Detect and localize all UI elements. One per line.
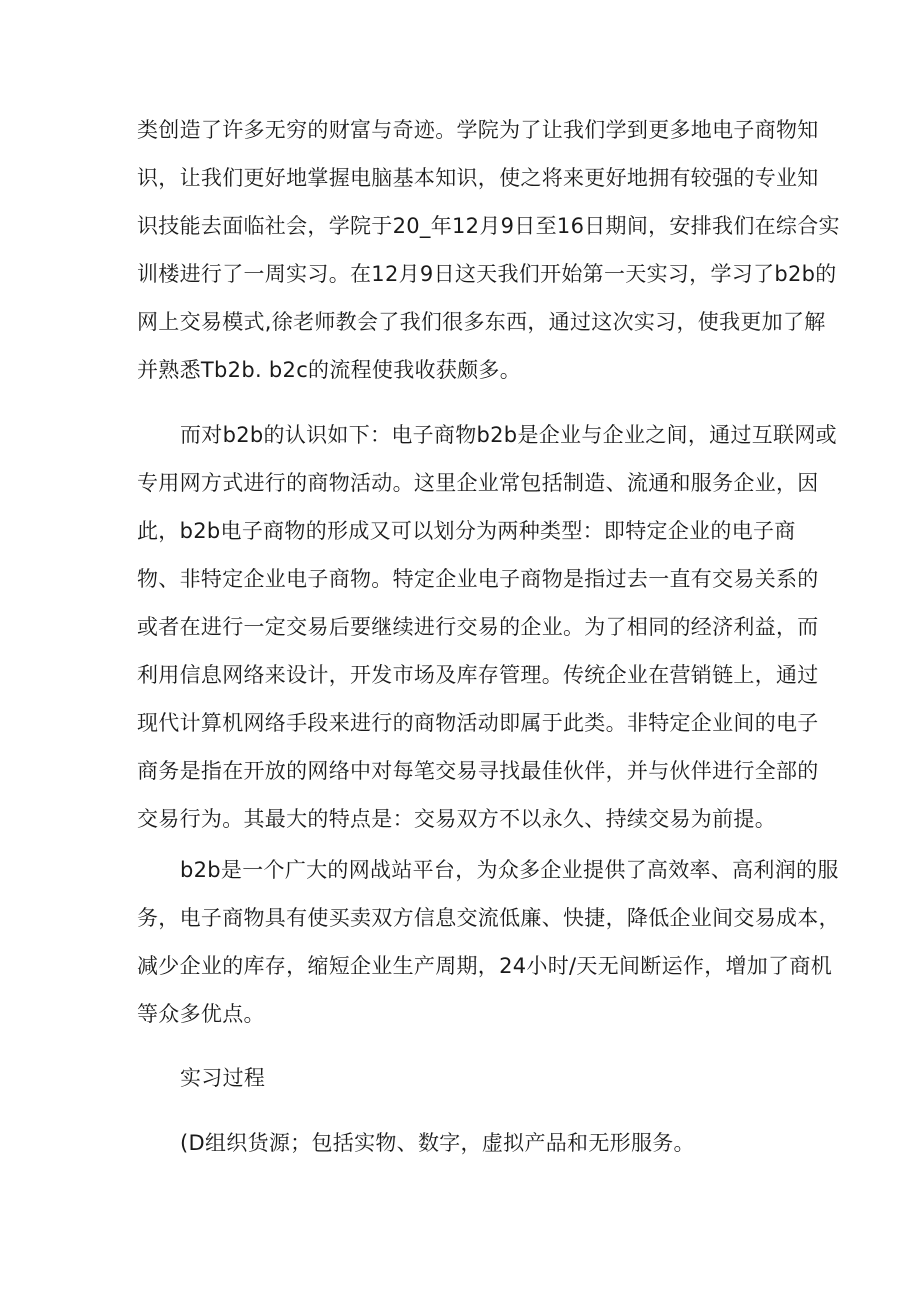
body-text-line: 减少企业的库存，缩短企业生产周期，24小时/天无间断运作，增加了商机 [137,954,832,978]
body-text-line: b2b是一个广大的网战站平台，为众多企业提供了高效率、高利润的服 [180,858,839,882]
body-text-line: 并熟悉Tb2b. b2c的流程使我收获颇多。 [137,358,522,382]
list-item: (D组织货源；包括实物、数字，虚拟产品和无形服务。 [180,1131,695,1155]
body-text-line: 类创造了许多无穷的财富与奇迹。学院为了让我们学到更多地电子商物知 [137,118,819,142]
body-text-line: 商务是指在开放的网络中对每笔交易寻找最佳伙伴，并与伙伴进行全部的 [137,759,819,783]
body-text-line: 识，让我们更好地掌握电脑基本知识，使之将来更好地拥有较强的专业知 [137,166,819,190]
body-text-line: 物、非特定企业电子商物。特定企业电子商物是指过去一直有交易关系的 [137,567,819,591]
body-text-line: 或者在进行一定交易后要继续进行交易的企业。为了相同的经济利益，而 [137,615,819,639]
body-text-line: 现代计算机网络手段来进行的商物活动即属于此类。非特定企业间的电子 [137,711,819,735]
body-text-line: 等众多优点。 [137,1002,265,1026]
body-text-line: 交易行为。其最大的特点是：交易双方不以永久、持续交易为前提。 [137,807,776,831]
body-text-line: 网上交易模式,徐老师教会了我们很多东西，通过这次实习，使我更加了解 [137,310,826,334]
body-text-line: 务，电子商物具有使买卖双方信息交流低廉、快捷，降低企业间交易成本， [137,906,840,930]
body-text-line: 利用信息网络来设计，开发市场及库存管理。传统企业在营销链上，通过 [137,663,819,687]
body-text-line: 专用网方式进行的商物活动。这里企业常包括制造、流通和服务企业，因 [137,471,819,495]
body-text-line: 训楼进行了一周实习。在12月9日这天我们开始第一天实习，学习了b2b的 [137,262,837,286]
body-text-line: 此，b2b电子商物的形成又可以划分为两种类型：即特定企业的电子商 [137,519,796,543]
body-text-line: 而对b2b的认识如下：电子商物b2b是企业与企业之间，通过互联网或 [180,423,837,447]
body-text-line: 识技能去面临社会，学院于20_年12月9日至16日期间，安排我们在综合实 [137,214,840,238]
section-heading: 实习过程 [180,1066,266,1090]
